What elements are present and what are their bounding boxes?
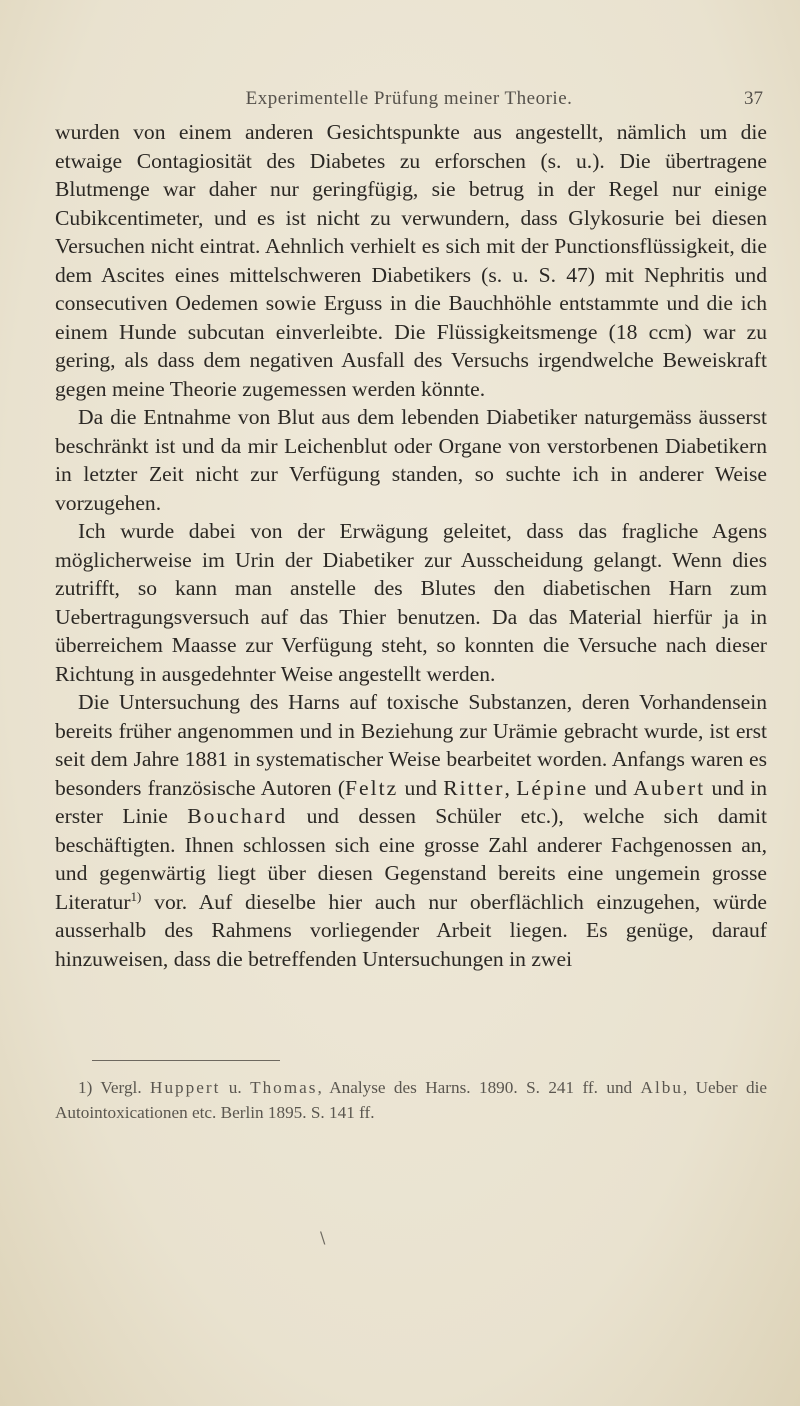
footnote-marker: 1)	[78, 1078, 93, 1097]
paragraph-2: Da die Entnahme von Blut aus dem lebenden Diabetiker naturgemäss äusserst beschränkt ist und da mir Leichenblut oder Organe von verstorbenen Diabetikern in letzter Zeit nicht zur Verfügung standen, so suchte ich in anderer Weise vorzugehen.	[55, 405, 767, 515]
author-bouchard: Bouchard	[187, 804, 288, 828]
author-albu: Albu	[640, 1078, 683, 1097]
author-thomas: Thomas	[250, 1078, 318, 1097]
conj-und-1: und	[398, 775, 444, 800]
page-number: 37	[744, 88, 763, 109]
footnote	[55, 1075, 767, 1125]
author-aubert: Aubert	[633, 775, 706, 800]
footnote-ref: 1)	[130, 888, 142, 904]
comma: ,	[504, 775, 517, 800]
paragraph-4-part-c: und dessen Schüler etc.), welche sich damit beschäftigten. Ihnen schlossen sich eine grosse Zahl anderer Fachgenossen an, und gegenwärtig liegt über diesen Gegenstand bereits eine ungemein grosse Literatur	[55, 804, 767, 914]
author-lepine: Lépine	[516, 775, 589, 800]
body-text	[55, 118, 767, 973]
running-title: Experimentelle Prüfung meiner Theorie.	[245, 88, 573, 109]
footnote-part-d: , Ueber die Autointoxicationen etc. Berlin 1895. S. 141 ff.	[55, 1078, 767, 1122]
footnote-part-b: u.	[220, 1078, 251, 1097]
running-header	[55, 88, 763, 120]
paragraph-4-part-a: Die Untersuchung des Harns auf toxische Substanzen, deren Vorhandensein bereits früher angenommen und in Beziehung zur Urämie gebracht wurde, ist erst seit dem Jahre 1881 in systematischer Weise bearbeitet worden. Anfangs waren es besonders französische Autoren (	[55, 690, 767, 800]
paragraph-3: Ich wurde dabei von der Erwägung geleitet, dass das fragliche Agens möglicherweise im Urin der Diabetiker zur Ausscheidung gelangt. Wenn dies zutrifft, so kann man anstelle des Blutes den diabetischen Harn zum Uebertragungsversuch auf das Thier benutzen. Da das Material hierfür ja in überreichem Maasse zur Verfügung steht, so konnten die Versuche nach dieser Richtung in ausgedehnter Weise angestellt werden.	[55, 519, 767, 686]
paragraph-1: wurden von einem anderen Gesichtspunkte aus angestellt, nämlich um die etwaige Contagiosität des Diabetes zu erforschen (s. u.). Die übertragene Blutmenge war daher nur geringfügig, sie betrug in der Regel nur einige Cubikcentimeter, und es ist nicht zu verwundern, dass Glykosurie bei diesen Versuchen nicht eintrat. Aehnlich verhielt es sich mit der Punctionsflüssigkeit, die dem Ascites eines mittelschweren Diabetikers (s. u. S. 47) mit Nephritis und consecutiven Oedemen sowie Erguss in die Bauchhöhle entstammte und die ich einem Hunde subcutan einverleibte. Die Flüssigkeitsmenge (18 ccm) war zu gering, als dass dem negativen Ausfall des Versuchs irgendwelche Beweiskraft gegen meine Theorie zugemessen werden könnte.	[55, 120, 767, 401]
conj-und-2: und	[588, 775, 634, 800]
footnote-part-a: Vergl.	[92, 1078, 151, 1097]
paragraph-4-part-b: und in erster Linie	[55, 775, 768, 828]
footnote-divider	[92, 1060, 280, 1061]
author-ritter: Ritter	[443, 775, 505, 800]
footnote-part-c: , Analyse des Harns. 1890. S. 241 ff. und	[317, 1078, 641, 1097]
author-feltz: Feltz	[345, 775, 399, 800]
stray-mark: \	[320, 1228, 326, 1247]
paragraph-4	[55, 688, 767, 973]
author-huppert: Huppert	[150, 1078, 221, 1097]
paragraph-4-part-d: vor. Auf dieselbe hier auch nur oberflächlich einzugehen, würde ausserhalb des Rahmens vorliegender Arbeit liegen. Es genüge, darauf hinzuweisen, dass die betreffenden Untersuchungen in zwei	[55, 889, 767, 971]
